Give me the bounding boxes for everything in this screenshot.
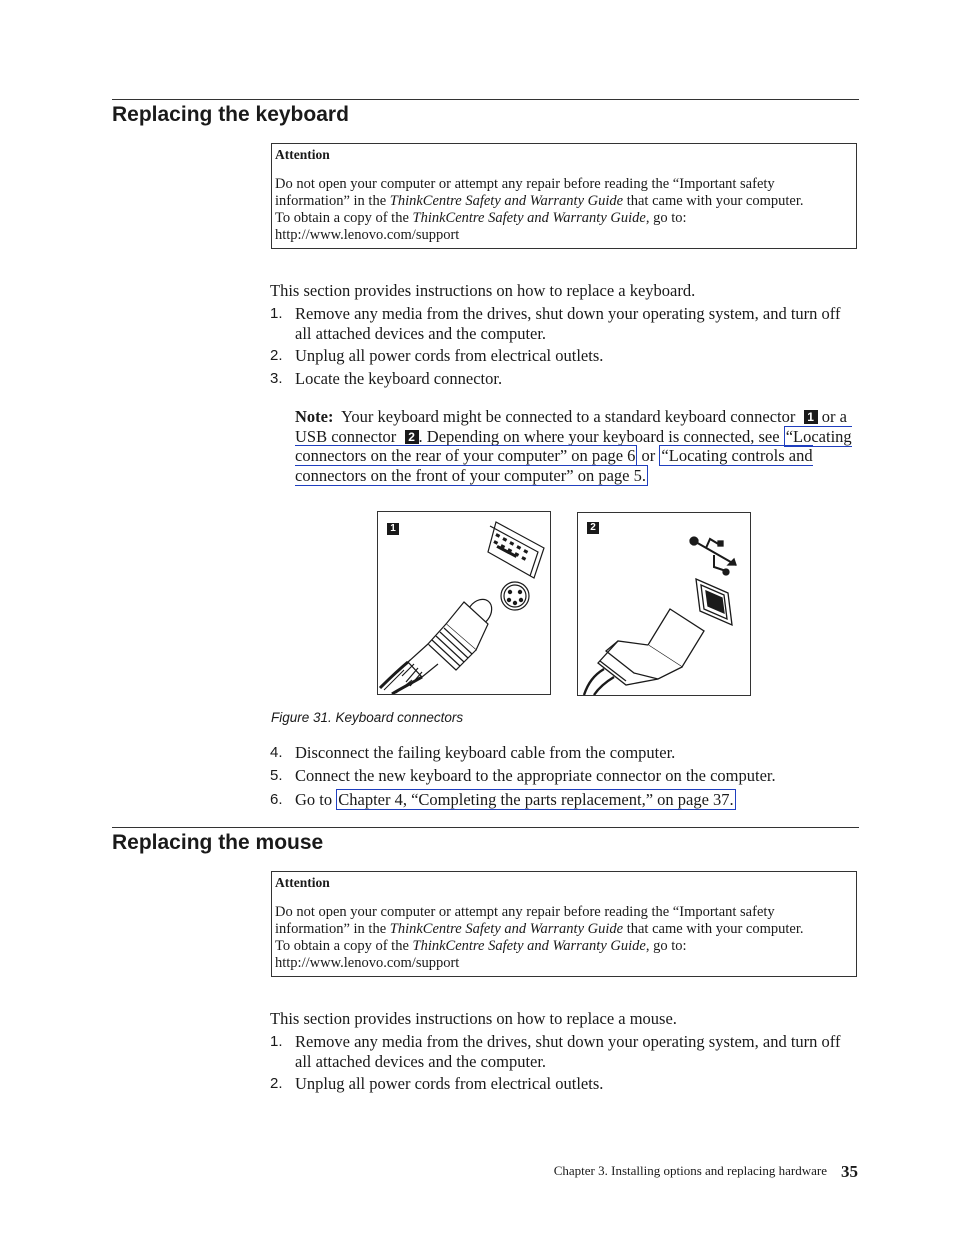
link-chapter-4[interactable]: Chapter 4, “Completing the parts replacement,” on page 37. — [338, 790, 734, 809]
support-url[interactable]: http://www.lenovo.com/support — [275, 955, 460, 971]
mouse-heading: Replacing the mouse — [112, 831, 324, 854]
callout-1-badge: 1 — [804, 410, 818, 424]
section-divider — [112, 827, 859, 828]
list-item: 6. Go to Chapter 4, “Completing the parts replacement,” on page 37. — [270, 790, 734, 809]
note-label: Note: — [295, 407, 334, 426]
attention-line: To obtain a copy of the ThinkCentre Safety and Warranty Guide, go to: — [275, 210, 687, 226]
attention-title: Attention — [275, 147, 330, 162]
attention-line: information” in the ThinkCentre Safety and Warranty Guide that came with your computer. — [275, 921, 804, 937]
mouse-attention-box — [271, 871, 857, 977]
keyboard-heading: Replacing the keyboard — [112, 103, 349, 126]
keyboard-intro: This section provides instructions on how to replace a keyboard. — [270, 281, 696, 300]
link-front-connectors[interactable]: “Locating controls and connectors on the front of your computer” on page 5. — [295, 446, 813, 485]
figure-caption: Figure 31. Keyboard connectors — [271, 710, 464, 725]
keyboard-attention-box — [271, 143, 857, 249]
attention-line: Do not open your computer or attempt any repair before reading the “Important safety — [275, 176, 775, 192]
page-footer — [554, 1162, 858, 1182]
usb-plug-icon — [578, 513, 750, 695]
attention-line: To obtain a copy of the ThinkCentre Safety and Warranty Guide, go to: — [275, 938, 687, 954]
figure-keyboard-connector — [377, 511, 551, 695]
list-item: 5. Connect the new keyboard to the appropriate connector on the computer. — [270, 766, 776, 785]
figure-callout-2: 2 — [587, 522, 599, 534]
list-item: 2. Unplug all power cords from electrical outlets. — [270, 346, 604, 365]
attention-title: Attention — [275, 875, 330, 890]
mouse-intro: This section provides instructions on how to replace a mouse. — [270, 1009, 677, 1028]
ps2-plug-icon — [378, 512, 550, 694]
list-item: 3. Locate the keyboard connector. — [270, 369, 503, 388]
footer-chapter: Chapter 3. Installing options and replacing hardware — [553, 1163, 827, 1178]
list-item: 4. Disconnect the failing keyboard cable from the computer. — [270, 743, 676, 762]
callout-2-badge: 2 — [405, 430, 419, 444]
link-rear-connectors[interactable]: “Locating connectors on the rear of your computer” on page 6 — [295, 426, 852, 465]
figure-usb-connector — [577, 512, 751, 696]
list-item: 1. Remove any media from the drives, shut down your operating system, and turn off all attached devices and the computer. — [270, 304, 841, 343]
list-item: 2. Unplug all power cords from electrical outlets. — [270, 1074, 604, 1093]
support-url[interactable]: http://www.lenovo.com/support — [275, 227, 460, 243]
attention-line: information” in the ThinkCentre Safety and Warranty Guide that came with your computer. — [275, 193, 804, 209]
attention-line: Do not open your computer or attempt any repair before reading the “Important safety — [275, 904, 775, 920]
note-block: Note: Your keyboard might be connected to a standard keyboard connector 1 or a USB connector 2 . Depending on where your keyboard is connected, see “Locating connectors on the rear of your computer” on page 6 or “Locating controls and connectors on the front of your computer” on page 5. — [295, 407, 852, 485]
figure-callout-1: 1 — [387, 523, 399, 535]
list-item: 1. Remove any media from the drives, shut down your operating system, and turn off all attached devices and the computer. — [270, 1032, 841, 1071]
page-number: 35 — [841, 1162, 858, 1181]
section-divider — [112, 99, 859, 100]
